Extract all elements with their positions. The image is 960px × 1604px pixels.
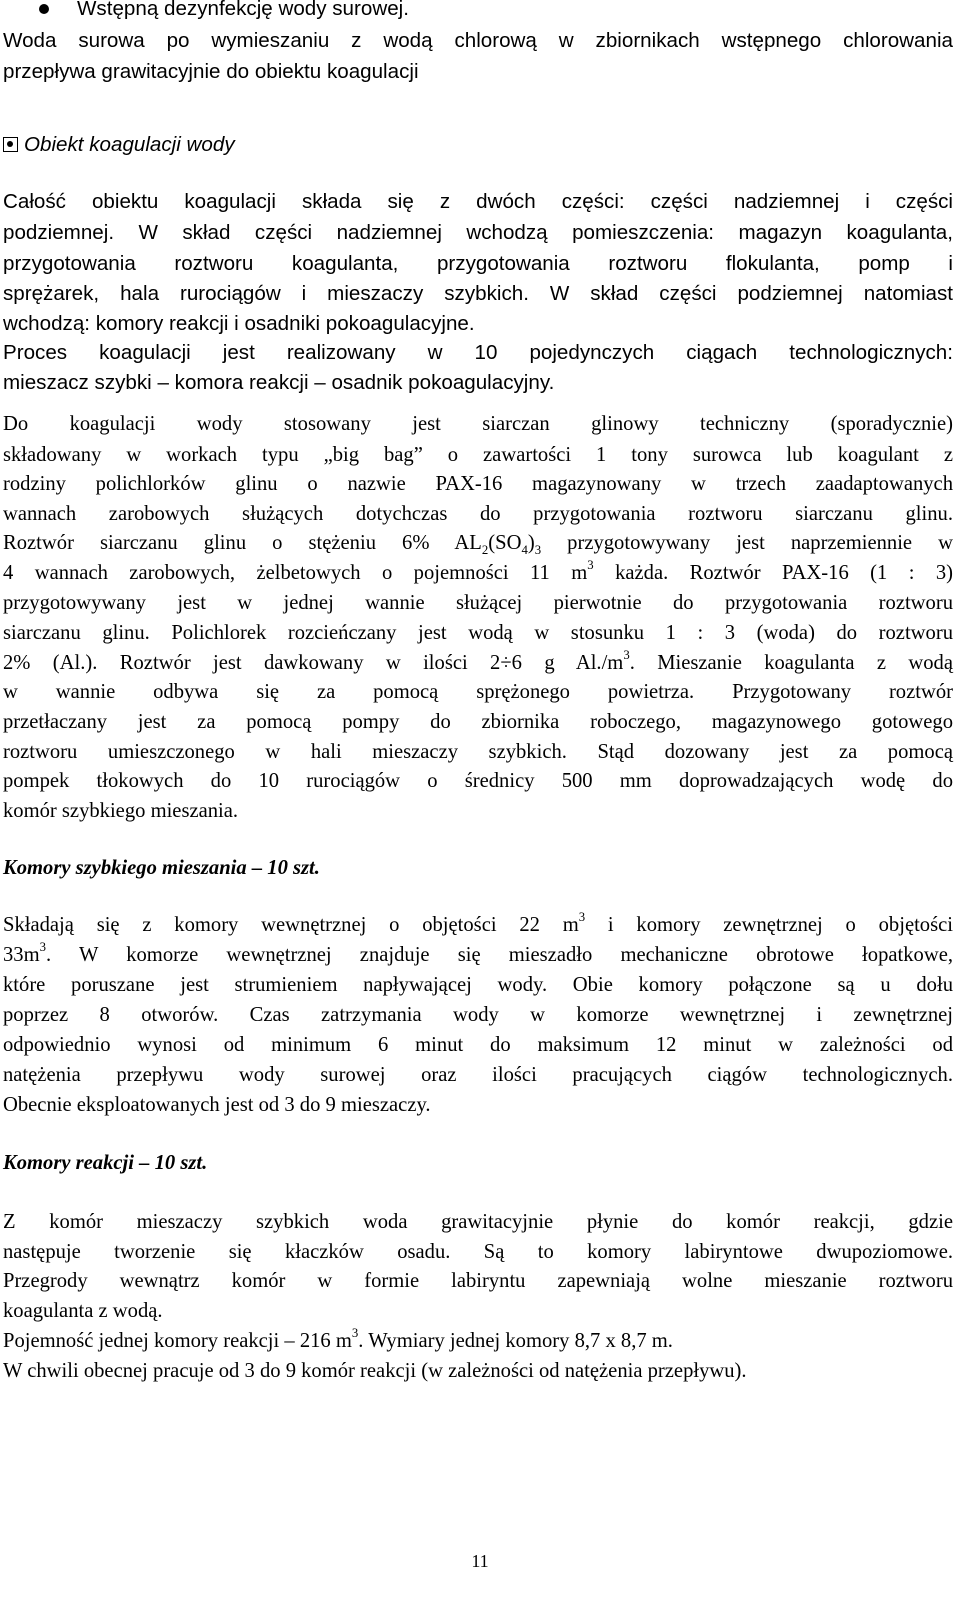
serif-para-line-4: wannach zarobowych służących dotychczas do przygotowania roztworu siarczanu glinu. xyxy=(3,503,953,525)
mixing-para-line-5: odpowiednio wynosi od minimum 6 minut do maksimum 12 minut w zależności od xyxy=(3,1034,953,1056)
serif-l6-a: 4 wannach zarobowych, żelbetowych o pojemności 11 m xyxy=(3,562,588,584)
serif-l5-a: Roztwór siarczanu glinu o stężeniu 6% AL xyxy=(3,532,482,554)
sans-para-line-2 xyxy=(3,218,953,248)
sans-para-line-7: mieszacz szybki – komora reakcji – osadnik pokoagulacyjny. xyxy=(3,371,555,394)
intro-line-2: przepływa grawitacyjnie do obiektu koagulacji xyxy=(3,60,419,83)
serif-l9-b: . Mieszanie koagulanta z wodą xyxy=(629,652,953,674)
serif-para-line-10: w wannie odbywa się za pomocą sprężonego powietrza. Przygotowany roztwór xyxy=(3,681,953,703)
mixing-l1-b: i komory zewnętrznej o objętości xyxy=(585,914,953,936)
mixing-l1-sup: 3 xyxy=(578,910,586,925)
reaction-l5-sup: 3 xyxy=(351,1326,359,1341)
reaction-para-line-5 xyxy=(3,1326,953,1356)
sans-para-line-2b: W skład części nadziemnej wchodzą pomieszczenia: magazyn koagulanta, xyxy=(138,221,953,244)
mixing-l1-a: Składają się z komory wewnętrznej o objętości 22 m xyxy=(3,914,579,936)
serif-para-line-2: składowany w workach typu „big bag” o zawartości 1 tony surowca lub koagulant z xyxy=(3,444,953,466)
serif-para-line-11: przetłaczany jest za pomocą pompy do zbiornika roboczego, magazynowego gotowego xyxy=(3,711,953,733)
serif-l9-a: 2% (Al.). Roztwór jest dawkowany w ilości 2÷6 g Al./m xyxy=(3,652,624,674)
serif-l5-sub1: 2 xyxy=(481,543,489,558)
page-number: 11 xyxy=(471,1551,489,1571)
sans-para-line-4b: W skład części podziemnej natomiast xyxy=(549,282,953,305)
reaction-para-line-3: Przegrody wewnątrz komór w formie labiryntu zapewniają wolne mieszanie roztworu xyxy=(3,1270,953,1292)
sans-para-line-3: przygotowania roztworu koagulanta, przygotowania roztworu flokulanta, pomp i xyxy=(3,252,953,275)
serif-l9-sup: 3 xyxy=(623,648,630,663)
serif-para-line-13: pompek tłokowych do 10 rurociągów o średnicy 500 mm doprowadzających wodę do xyxy=(3,770,953,792)
bullet-text: Wstępną dezynfekcję wody surowej. xyxy=(77,0,409,20)
serif-l5-b: (SO xyxy=(488,532,522,554)
heading-reaction-chambers: Komory reakcji – 10 szt. xyxy=(3,1152,208,1174)
heading-mixing-chambers: Komory szybkiego mieszania – 10 szt. xyxy=(3,857,320,879)
serif-l5-sub2: 4 xyxy=(521,543,528,558)
serif-para-line-12: roztworu umieszczonego w hali mieszaczy szybkich. Stąd dozowany jest za pomocą xyxy=(3,741,953,763)
serif-l5-c: ) xyxy=(527,532,535,554)
serif-l6-b: każda. Roztwór PAX-16 (1 : 3) xyxy=(593,562,953,584)
bullet-item xyxy=(3,0,953,24)
serif-l5-d: przygotowywany jest naprzemiennie w xyxy=(541,532,953,554)
sans-para-line-2a: podziemnej. xyxy=(3,221,115,244)
reaction-para-line-2: następuje tworzenie się kłaczków osadu. Są to komory labiryntowe dwupoziomowe. xyxy=(3,1241,953,1263)
reaction-para-line-1: Z komór mieszaczy szybkich woda grawitacyjnie płynie do komór reakcji, gdzie xyxy=(3,1211,953,1233)
box-bullet-icon xyxy=(3,137,18,152)
section-heading xyxy=(3,130,953,160)
mixing-para-line-6: natężenia przepływu wody surowej oraz ilości pracujących ciągów technologicznych. xyxy=(3,1064,953,1086)
serif-para-line-5 xyxy=(3,528,953,558)
reaction-para-line-6: W chwili obecnej pracuje od 3 do 9 komór reakcji (w zależności od natężenia przepływu). xyxy=(3,1360,747,1382)
sans-para-line-5: wchodzą: komory reakcji i osadniki pokoagulacyjne. xyxy=(3,312,475,335)
mixing-para-line-7: Obecnie eksploatowanych jest od 3 do 9 mieszaczy. xyxy=(3,1094,431,1116)
section-heading-text: Obiekt koagulacji wody xyxy=(24,133,235,156)
serif-para-line-14: komór szybkiego mieszania. xyxy=(3,800,239,822)
sans-para-line-1: Całość obiektu koagulacji składa się z dwóch części: części nadziemnej i części xyxy=(3,190,953,213)
sans-para-line-4a: sprężarek, hala rurociągów i mieszaczy szybkich. xyxy=(3,282,529,305)
mixing-l2-sup: 3 xyxy=(39,940,47,955)
sans-para-line-4 xyxy=(3,279,953,309)
mixing-l2-b: . W komorze wewnętrznej znajduje się mieszadło mechaniczne obrotowe łopatkowe, xyxy=(46,944,953,966)
serif-para-line-7: przygotowywany jest w jednej wannie służącej pierwotnie do przygotowania roztworu xyxy=(3,592,953,614)
serif-l6-sup: 3 xyxy=(587,558,594,573)
mixing-para-line-4: poprzez 8 otworów. Czas zatrzymania wody w komorze wewnętrznej i zewnętrznej xyxy=(3,1004,953,1026)
serif-para-line-1: Do koagulacji wody stosowany jest siarczan glinowy techniczny (sporadycznie) xyxy=(3,413,953,435)
serif-para-line-6 xyxy=(3,558,953,588)
serif-para-line-8: siarczanu glinu. Polichlorek rozcieńczany jest wodą w stosunku 1 : 3 (woda) do roztworu xyxy=(3,622,953,644)
serif-para-line-3: rodziny polichlorków glinu o nazwie PAX-16 magazynowany w trzech zaadaptowanych xyxy=(3,473,953,495)
intro-line-1: Woda surowa po wymieszaniu z wodą chlorową w zbiornikach wstępnego chlorowania xyxy=(3,29,953,52)
reaction-l5-a: Pojemność jednej komory reakcji – 216 m xyxy=(3,1330,352,1352)
mixing-l2-a: 33m xyxy=(3,944,40,966)
mixing-para-line-3: które poruszane jest strumieniem napływającej wody. Obie komory połączone są u dołu xyxy=(3,974,953,996)
serif-para-line-9 xyxy=(3,648,953,678)
bullet-dot xyxy=(39,4,49,14)
serif-l5-sub3: 3 xyxy=(534,543,542,558)
mixing-para-line-2 xyxy=(3,940,953,970)
reaction-l5-b: . Wymiary jednej komory 8,7 x 8,7 m. xyxy=(358,1330,673,1352)
mixing-para-line-1 xyxy=(3,910,953,940)
reaction-para-line-4: koagulanta z wodą. xyxy=(3,1300,163,1322)
sans-para-line-6: Proces koagulacji jest realizowany w 10 pojedynczych ciągach technologicznych: xyxy=(3,341,953,364)
